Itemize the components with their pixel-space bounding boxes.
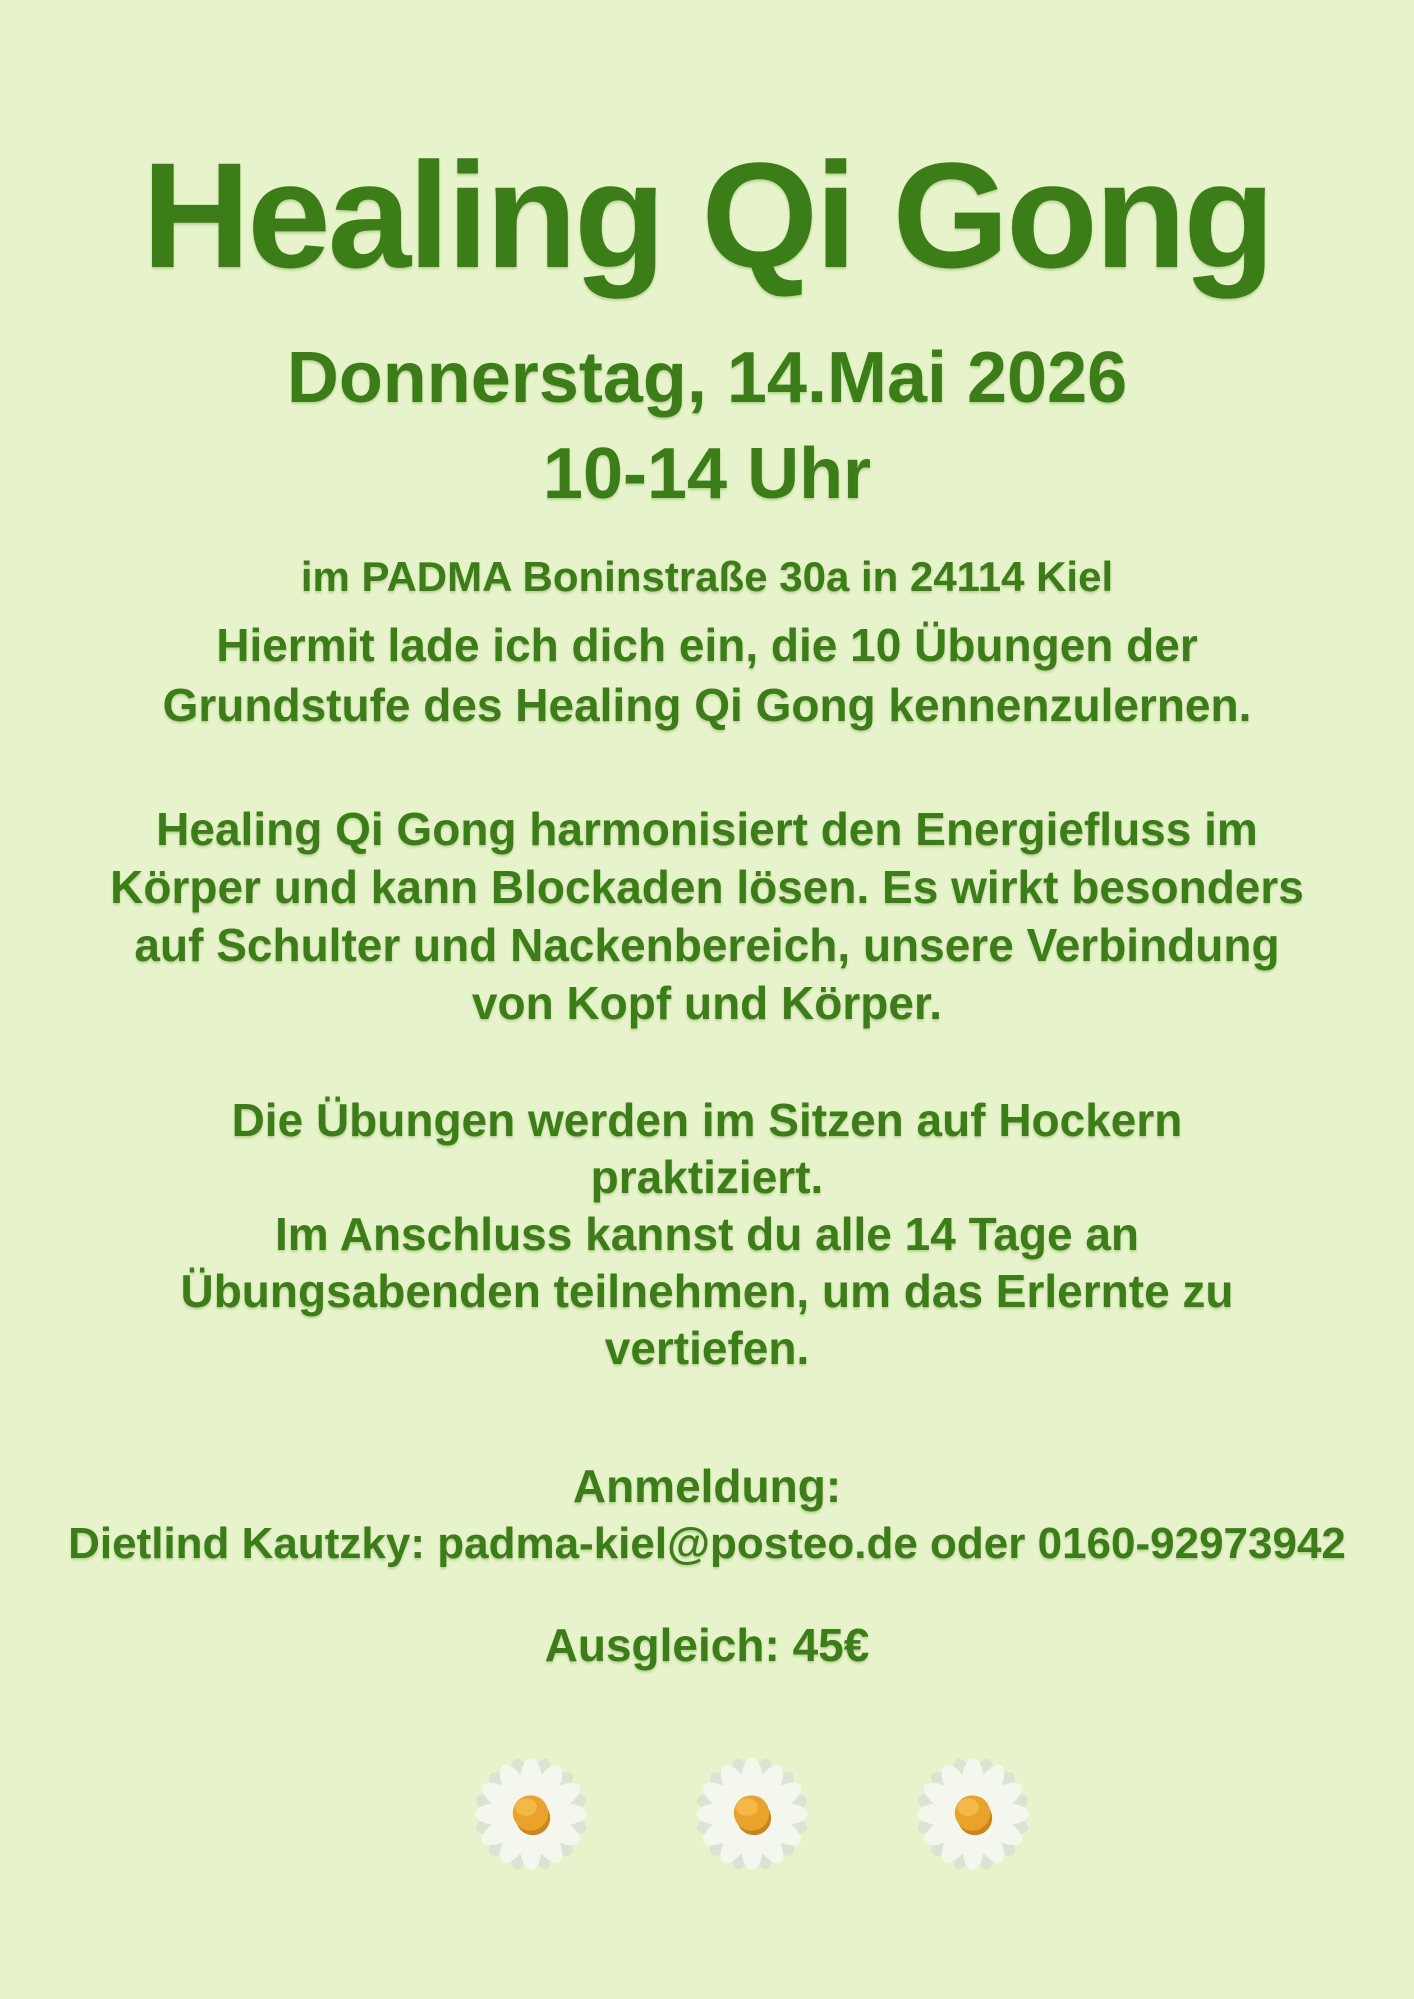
text-line: Hiermit lade ich dich ein, die 10 Übungen der <box>216 619 1198 671</box>
text-line: Healing Qi Gong harmonisiert den Energiefluss im <box>156 803 1258 855</box>
daisy-icon <box>693 1755 811 1873</box>
text-line: auf Schulter und Nackenbereich, unsere Verbindung <box>134 919 1280 971</box>
text-line: von Kopf und Körper. <box>471 977 943 1029</box>
daisy-icon <box>914 1755 1032 1873</box>
text-line: Die Übungen werden im Sitzen auf Hockern <box>231 1094 1183 1146</box>
price-text: Ausgleich: 45€ <box>544 1619 870 1671</box>
text-line: Im Anschluss kannst du alle 14 Tage an <box>274 1208 1140 1260</box>
registration-contact: Dietlind Kautzky: padma-kiel@posteo.de oder 0160-92973942 <box>68 1519 1346 1568</box>
daisy-icon <box>472 1755 590 1873</box>
registration-section <box>0 1458 1414 1572</box>
daisy-row <box>472 1755 1032 1873</box>
event-date-time <box>0 330 1414 522</box>
event-date: Donnerstag, 14.Mai 2026 <box>286 338 1128 418</box>
text-line: Übungsabenden teilnehmen, um das Erlernte zu <box>180 1265 1234 1317</box>
text-line: praktiziert. <box>590 1151 824 1203</box>
event-location: im PADMA Boninstraße 30a in 24114 Kiel <box>300 553 1114 600</box>
text-line: Körper und kann Blockaden lösen. Es wirkt besonders <box>110 861 1304 913</box>
page-title: Healing Qi Gong <box>141 131 1273 299</box>
text-line: vertiefen. <box>604 1322 810 1374</box>
event-time: 10-14 Uhr <box>542 434 872 514</box>
practice-paragraph <box>0 1092 1414 1377</box>
registration-heading: Anmeldung: <box>572 1460 842 1512</box>
intro-paragraph <box>0 615 1414 735</box>
benefits-paragraph <box>0 800 1414 1032</box>
text-line: Grundstufe des Healing Qi Gong kennenzulernen. <box>162 679 1252 731</box>
